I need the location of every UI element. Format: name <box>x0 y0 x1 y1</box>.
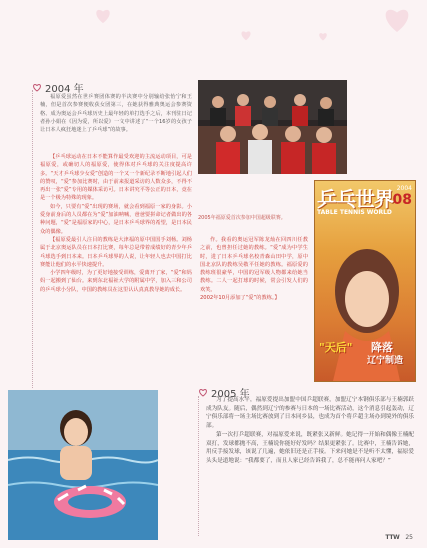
magazine-side-text <box>200 236 308 302</box>
magazine-subtitle: TABLE TENNIS WORLD <box>317 209 392 216</box>
quote-paragraph-3: 【福原爱最引人注目的教练是大津福的原中国国手刘杨。刘杨属于北京奥运队员在日本打比赛，每年总是带着成绩好的青少年乒乓球选手到日本来。日本乒乓球界的人说，让年轻人也去中国打比赛能让他们的水平快速提升。 <box>40 236 192 268</box>
quote-paragraph-1: 【乒乓球运动在日本不能算作最受欢迎的主流运动项目，可是福原爱，或确切人的福原爱，使得体对乒乓球的关注度提高许多。“天才乒乓球少女爱”创造的一个又一个新纪录不断地引起人们的赞叹，“爱”参加比赛时，由于前来报道采访的人数众多，不得不再出一张“爱”专用的媒体采访可。日本讲究平等公正的日本，竟在是一个极为特殊的现象。 <box>40 154 192 202</box>
magazine-mark: TTW <box>385 534 400 541</box>
cover-headline-2: 降落 <box>371 341 393 354</box>
section-2005-year: 2005 年 <box>211 389 250 400</box>
section-2005-body <box>206 396 414 466</box>
section-2004-year: 2004 年 <box>45 84 84 95</box>
heart-decoration-icon <box>318 32 328 41</box>
page-number: 25 <box>405 534 413 541</box>
heart-decoration-icon <box>94 8 112 24</box>
magazine-issue-year: 2004 <box>396 185 412 192</box>
quote-paragraph-4: 小学四年级时，为了更好地接受训练，爱离开了家，“爱”和妈妈一起搬到了仙台。来到东北福祉大学的附属中学，加入三和公司的乒乓球小分队，中国的教练员在这里认认真真教导她的成长。 <box>40 270 192 293</box>
heart-decoration-icon <box>240 30 252 41</box>
magazine-cover <box>314 180 416 382</box>
divider-line <box>198 396 199 536</box>
heart-outline-icon <box>32 83 42 92</box>
cover-headline-3: 辽宁制造 <box>367 356 404 366</box>
quote-paragraph-2: 如今，只要有“爱”出现的赛场，就会看到福原一家的身影。小爱身前身后的人员都在为“爱”加油呐喊，爸爸要拼命记者做出的各种问题，“爱”是福原家的中心，是日本乒乓球界的希望，是日本民众的偶像。 <box>40 203 192 235</box>
swimming-photo <box>8 390 158 540</box>
section-2005-paragraph-1: 为了提高水平，福原爱提出加盟中国乒超联赛，加盟辽宁本钢俱乐部与王楠郭跃成为队友。随后，偶然到辽宁的参赛与日本的一场比赛活动，这个消息引起轰动，辽宁俱乐部将一场主场比赛放到了日本同乡县，也成为首个将乒超主场办到境外的俱乐部。 <box>206 397 414 430</box>
side-paragraph: 作。我看的奥运冠军陈龙灿在回四川任教之前，也曾担任过她的教练。“爱”成为中学生时，进了日本乒乓球名校青森山田中学，原中国北京队的教练吴敬平任她的教练。福原爱的教练班很豪华，中国的冠军级人物都来给她当教练。二人一起打球的时候，常会引发人们的欢笑。 <box>200 237 308 293</box>
divider-line <box>32 90 33 388</box>
heart-decoration-icon <box>382 6 412 34</box>
section-2005-paragraph-2: 第一次打乒超联赛，对福原爱来说，既紧张又新鲜。她记得一开始和偶像王楠配双打，发球都抛不高，王楠说你能好好发吗？结果更紧张了。比赛中，王楠告诉她，用反手接发球，该说了几遍，她依旧还是正手接。下来问她是不是听不太懂，福原爱头头是道地说：“我都要了，而且人家已经告诉我了，总不能再问人家吧？” <box>206 431 414 464</box>
team-photo-illustration <box>198 80 347 174</box>
quote-block <box>40 153 192 294</box>
intro-paragraph: 福原爱虽然在世乒赛团体赛的半决赛中分别输给张怡宁和王楠，但是首次参赛便收获女团第三，在她获得雅典奥运会参赛资格、成为奥运会乒乓球历史上最年轻的单打选手之后，本刊驻日记者孙小娟在《因为爱，所以爱》一文中讲述了“一个16岁的女孩子让日本人疯狂地迷上了乒乓球”的故事。 <box>40 94 192 134</box>
cover-headline-1: "天后" <box>319 341 353 354</box>
swimming-photo-illustration <box>8 390 158 540</box>
team-photo <box>198 80 347 174</box>
section-2004-body <box>40 93 192 134</box>
side-paragraph-2: 2002年10月添加了“爱”的教练。】 <box>200 295 280 302</box>
magazine-title: 乒乓世界 <box>317 187 393 211</box>
magazine-issue-no: 08 <box>392 192 412 208</box>
photo-caption: 2005年福原爱首次参加中国超级联赛。 <box>198 215 286 221</box>
page-footer <box>385 534 413 541</box>
